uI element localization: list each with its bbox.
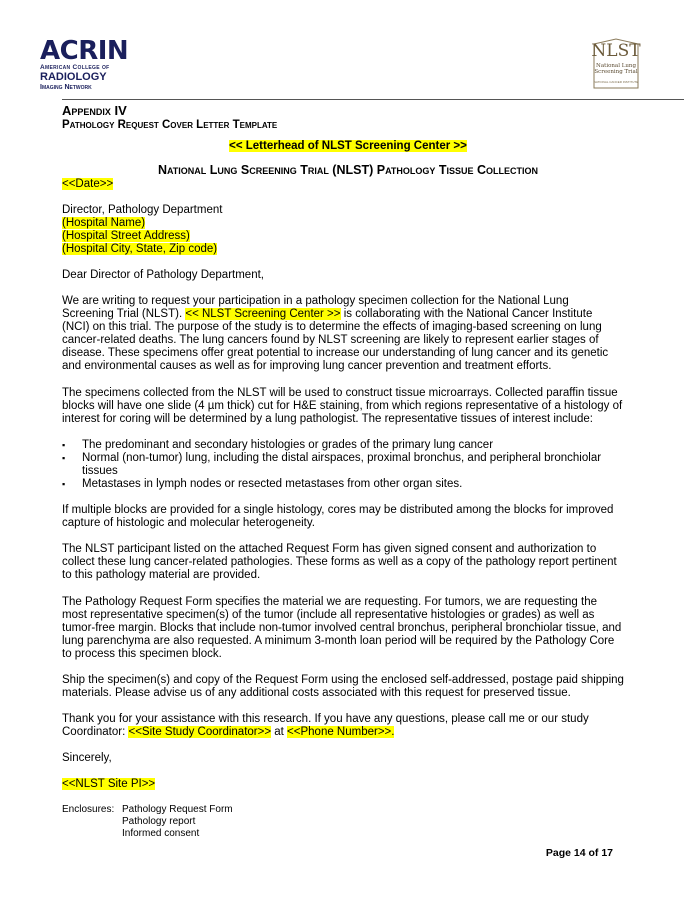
list-item: Informed consent xyxy=(122,828,200,839)
bullet-icon: ▪ xyxy=(62,453,66,463)
template-title: Pathology Request Cover Letter Template xyxy=(62,119,278,131)
address-city: (Hospital City, State, Zip code) xyxy=(62,243,218,255)
list-item: ▪ The predominant and secondary histologies or grades of the primary lung cancer xyxy=(62,439,494,451)
address-hospital-name: (Hospital Name) xyxy=(62,217,146,229)
acrin-logo-name: ACRIN xyxy=(40,36,129,66)
appendix-heading: Appendix IV xyxy=(62,103,127,118)
closing: Sincerely, xyxy=(62,752,112,764)
nlst-logo-line3: NATIONAL CANCER INSTITUTE xyxy=(593,80,639,84)
enclosures-list xyxy=(122,804,233,840)
list-item: ▪ Metastases in lymph nodes or resected metastases from other organ sites. xyxy=(62,478,463,490)
address-block xyxy=(62,204,222,256)
bullet-icon: ▪ xyxy=(62,440,66,450)
list-item: Pathology report xyxy=(122,816,196,827)
date-placeholder: <<Date>> xyxy=(62,178,114,190)
nlst-logo-name: NLST xyxy=(591,41,641,61)
address-line1: Director, Pathology Department xyxy=(62,204,223,216)
paragraph-6: Ship the specimen(s) and copy of the Request Form using the enclosed self-addressed, postage paid shipping materials. Please advise us of any additional costs associated with this request for preserved tissue. xyxy=(62,674,624,699)
phone-placeholder: <<Phone Number>>. xyxy=(287,726,395,738)
letterhead-placeholder: << Letterhead of NLST Screening Center >> xyxy=(229,140,467,152)
list-item: ▪ Normal (non-tumor) lung, including the distal airspaces, proximal bronchus, and peripheral bronchiolar tissues xyxy=(62,452,602,477)
bullet-icon: ▪ xyxy=(62,479,66,489)
signature-placeholder: <<NLST Site PI>> xyxy=(62,778,156,790)
acrin-logo-line2: RADIOLOGY xyxy=(40,71,107,83)
date-line xyxy=(62,178,113,191)
nlst-logo xyxy=(590,36,642,94)
paragraph-1-part1: We are writing to request your participation in a pathology specimen collection for the National Lung Screening Trial (NLST). xyxy=(62,295,569,320)
paragraph-2: The specimens collected from the NLST will be used to construct tissue microarrays. Collected paraffin tissue blocks will have one slide (4 µm thick) cut for H&E staining, from which regions representative of a histology of interest for coring will be determined by a lung pathologist. The representative tissues of interest include: xyxy=(62,387,623,425)
screening-center-placeholder: << NLST Screening Center >> xyxy=(185,308,341,320)
page-number: Page 14 of 17 xyxy=(545,847,613,859)
paragraph-7-at: at xyxy=(271,726,288,738)
list-item: Pathology Request Form xyxy=(122,804,233,815)
paragraph-1-part2: is collaborating with the National Cancer Institute (NCI) on this trial. The purpose of the study is to determine the effects of imaging-based screening on lung cancer-related deaths. The lung cancers found by NLST screening are likely to represent earlier stages of disease. These specimens offer great potential to increase our understanding of lung cancer and its genetic and environmental causes as well as for improving lung cancer prevention and treatment efforts. xyxy=(62,308,609,372)
address-street: (Hospital Street Address) xyxy=(62,230,190,242)
main-title: National Lung Screening Trial (NLST) Pathology Tissue Collection xyxy=(157,163,539,177)
paragraph-1 xyxy=(62,295,622,373)
salutation: Dear Director of Pathology Department, xyxy=(62,269,264,281)
enclosures-label: Enclosures: xyxy=(62,804,115,815)
acrin-logo-line3: Imaging Network xyxy=(40,84,92,91)
paragraph-7 xyxy=(62,713,622,739)
header-divider xyxy=(62,99,684,100)
acrin-logo xyxy=(40,38,150,90)
nlst-logo-line1: National Lung xyxy=(596,63,636,69)
tissue-list xyxy=(62,439,622,491)
paragraph-7-part1: Thank you for your assistance with this research. If you have any questions, please call me or our study Coordinator: xyxy=(62,713,589,738)
paragraph-5: The Pathology Request Form specifies the material we are requesting. For tumors, we are requesting the most representative specimen(s) of the tumor (include all representative histologies or grades) as well as tumor-free margin. Blocks that include non-tumor involved central bronchus, peripheral bronchiolar tissue, and lung parenchyma are also requested. A minimum 3-month loan period will be required by the Pathology Core to process this specimen block. xyxy=(62,596,622,660)
paragraph-3: If multiple blocks are provided for a single histology, cores may be distributed among the blocks for improved capture of histologic and molecular heterogeneity. xyxy=(62,504,614,529)
nlst-logo-line2: Screening Trial xyxy=(594,69,638,75)
acrin-logo-line1: American College of xyxy=(40,64,110,71)
signature-line xyxy=(62,778,155,791)
coordinator-placeholder: <<Site Study Coordinator>> xyxy=(128,726,272,738)
paragraph-4: The NLST participant listed on the attached Request Form has given signed consent and authorization to collect these lung cancer-related pathologies. These forms as well as a copy of the pathology report pertinent to this pathology material are provided. xyxy=(62,543,617,581)
letterhead-line xyxy=(0,136,696,154)
